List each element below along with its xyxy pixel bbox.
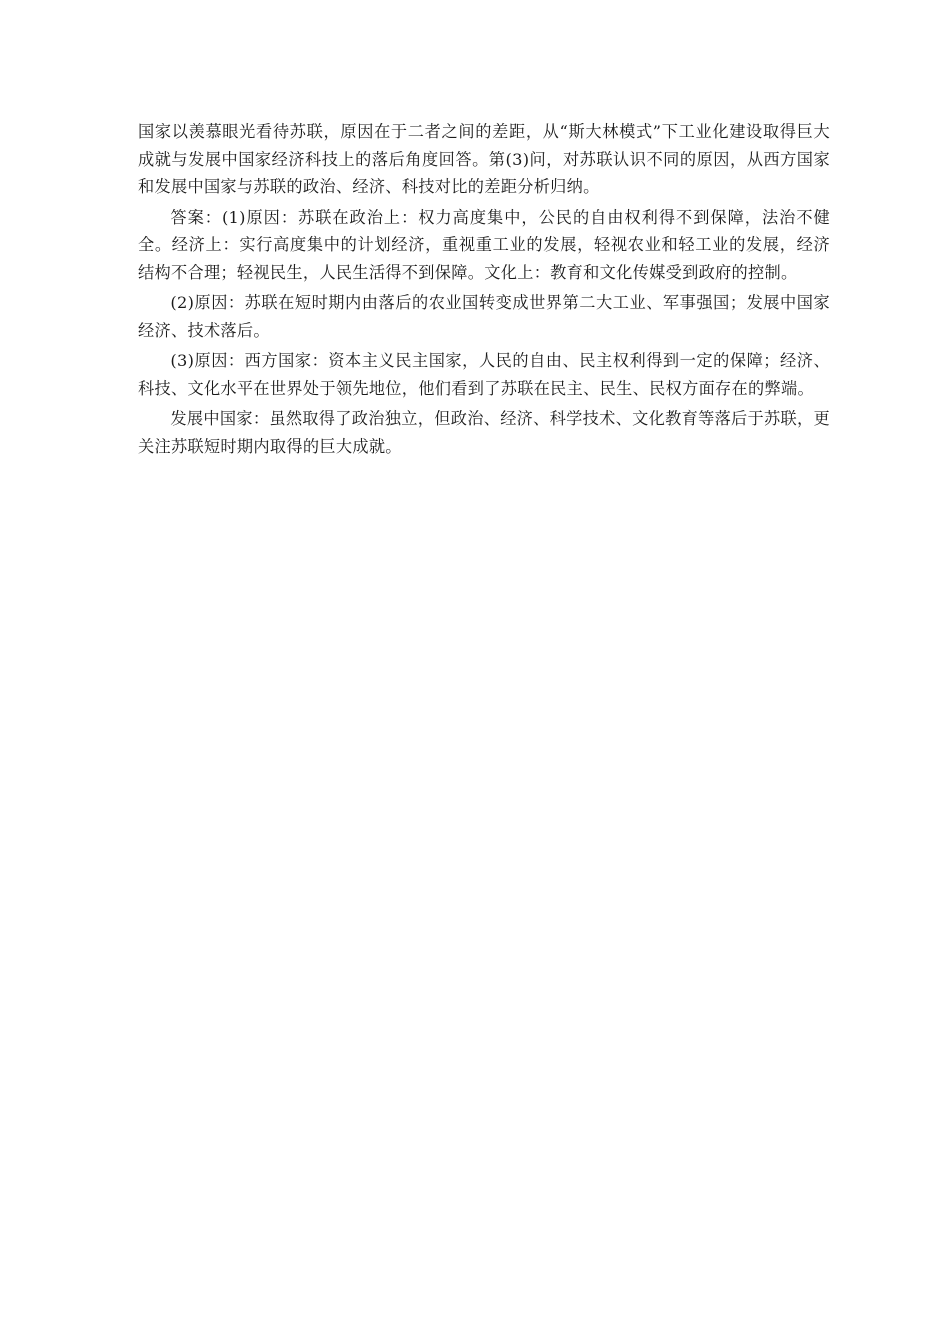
paragraph-answer-3: (3)原因：西方国家：资本主义民主国家，人民的自由、民主权利得到一定的保障；经济、科技、文化水平在世界处于领先地位，他们看到了苏联在民主、民生、民权方面存在的弊端。	[138, 351, 830, 398]
paragraph-answer-1: 答案：(1)原因：苏联在政治上：权力高度集中，公民的自由权利得不到保障，法治不健全。经济上：实行高度集中的计划经济，重视重工业的发展，轻视农业和轻工业的发展，经济结构不合理；轻视民生，人民生活得不到保障。文化上：教育和文化传媒受到政府的控制。	[138, 207, 830, 282]
document-body	[138, 118, 830, 463]
paragraph-analysis-continued: 国家以羡慕眼光看待苏联，原因在于二者之间的差距，从“斯大林模式”下工业化建设取得巨大成就与发展中国家经济科技上的落后角度回答。第(3)问，对苏联认识不同的原因，从西方国家和发展中国家与苏联的政治、经济、科技对比的差距分析归纳。	[138, 122, 830, 196]
paragraph-answer-3-developing: 发展中国家：虽然取得了政治独立，但政治、经济、科学技术、文化教育等落后于苏联，更关注苏联短时期内取得的巨大成就。	[138, 409, 830, 456]
paragraph-answer-2: (2)原因：苏联在短时期内由落后的农业国转变成世界第二大工业、军事强国；发展中国家经济、技术落后。	[138, 293, 830, 340]
